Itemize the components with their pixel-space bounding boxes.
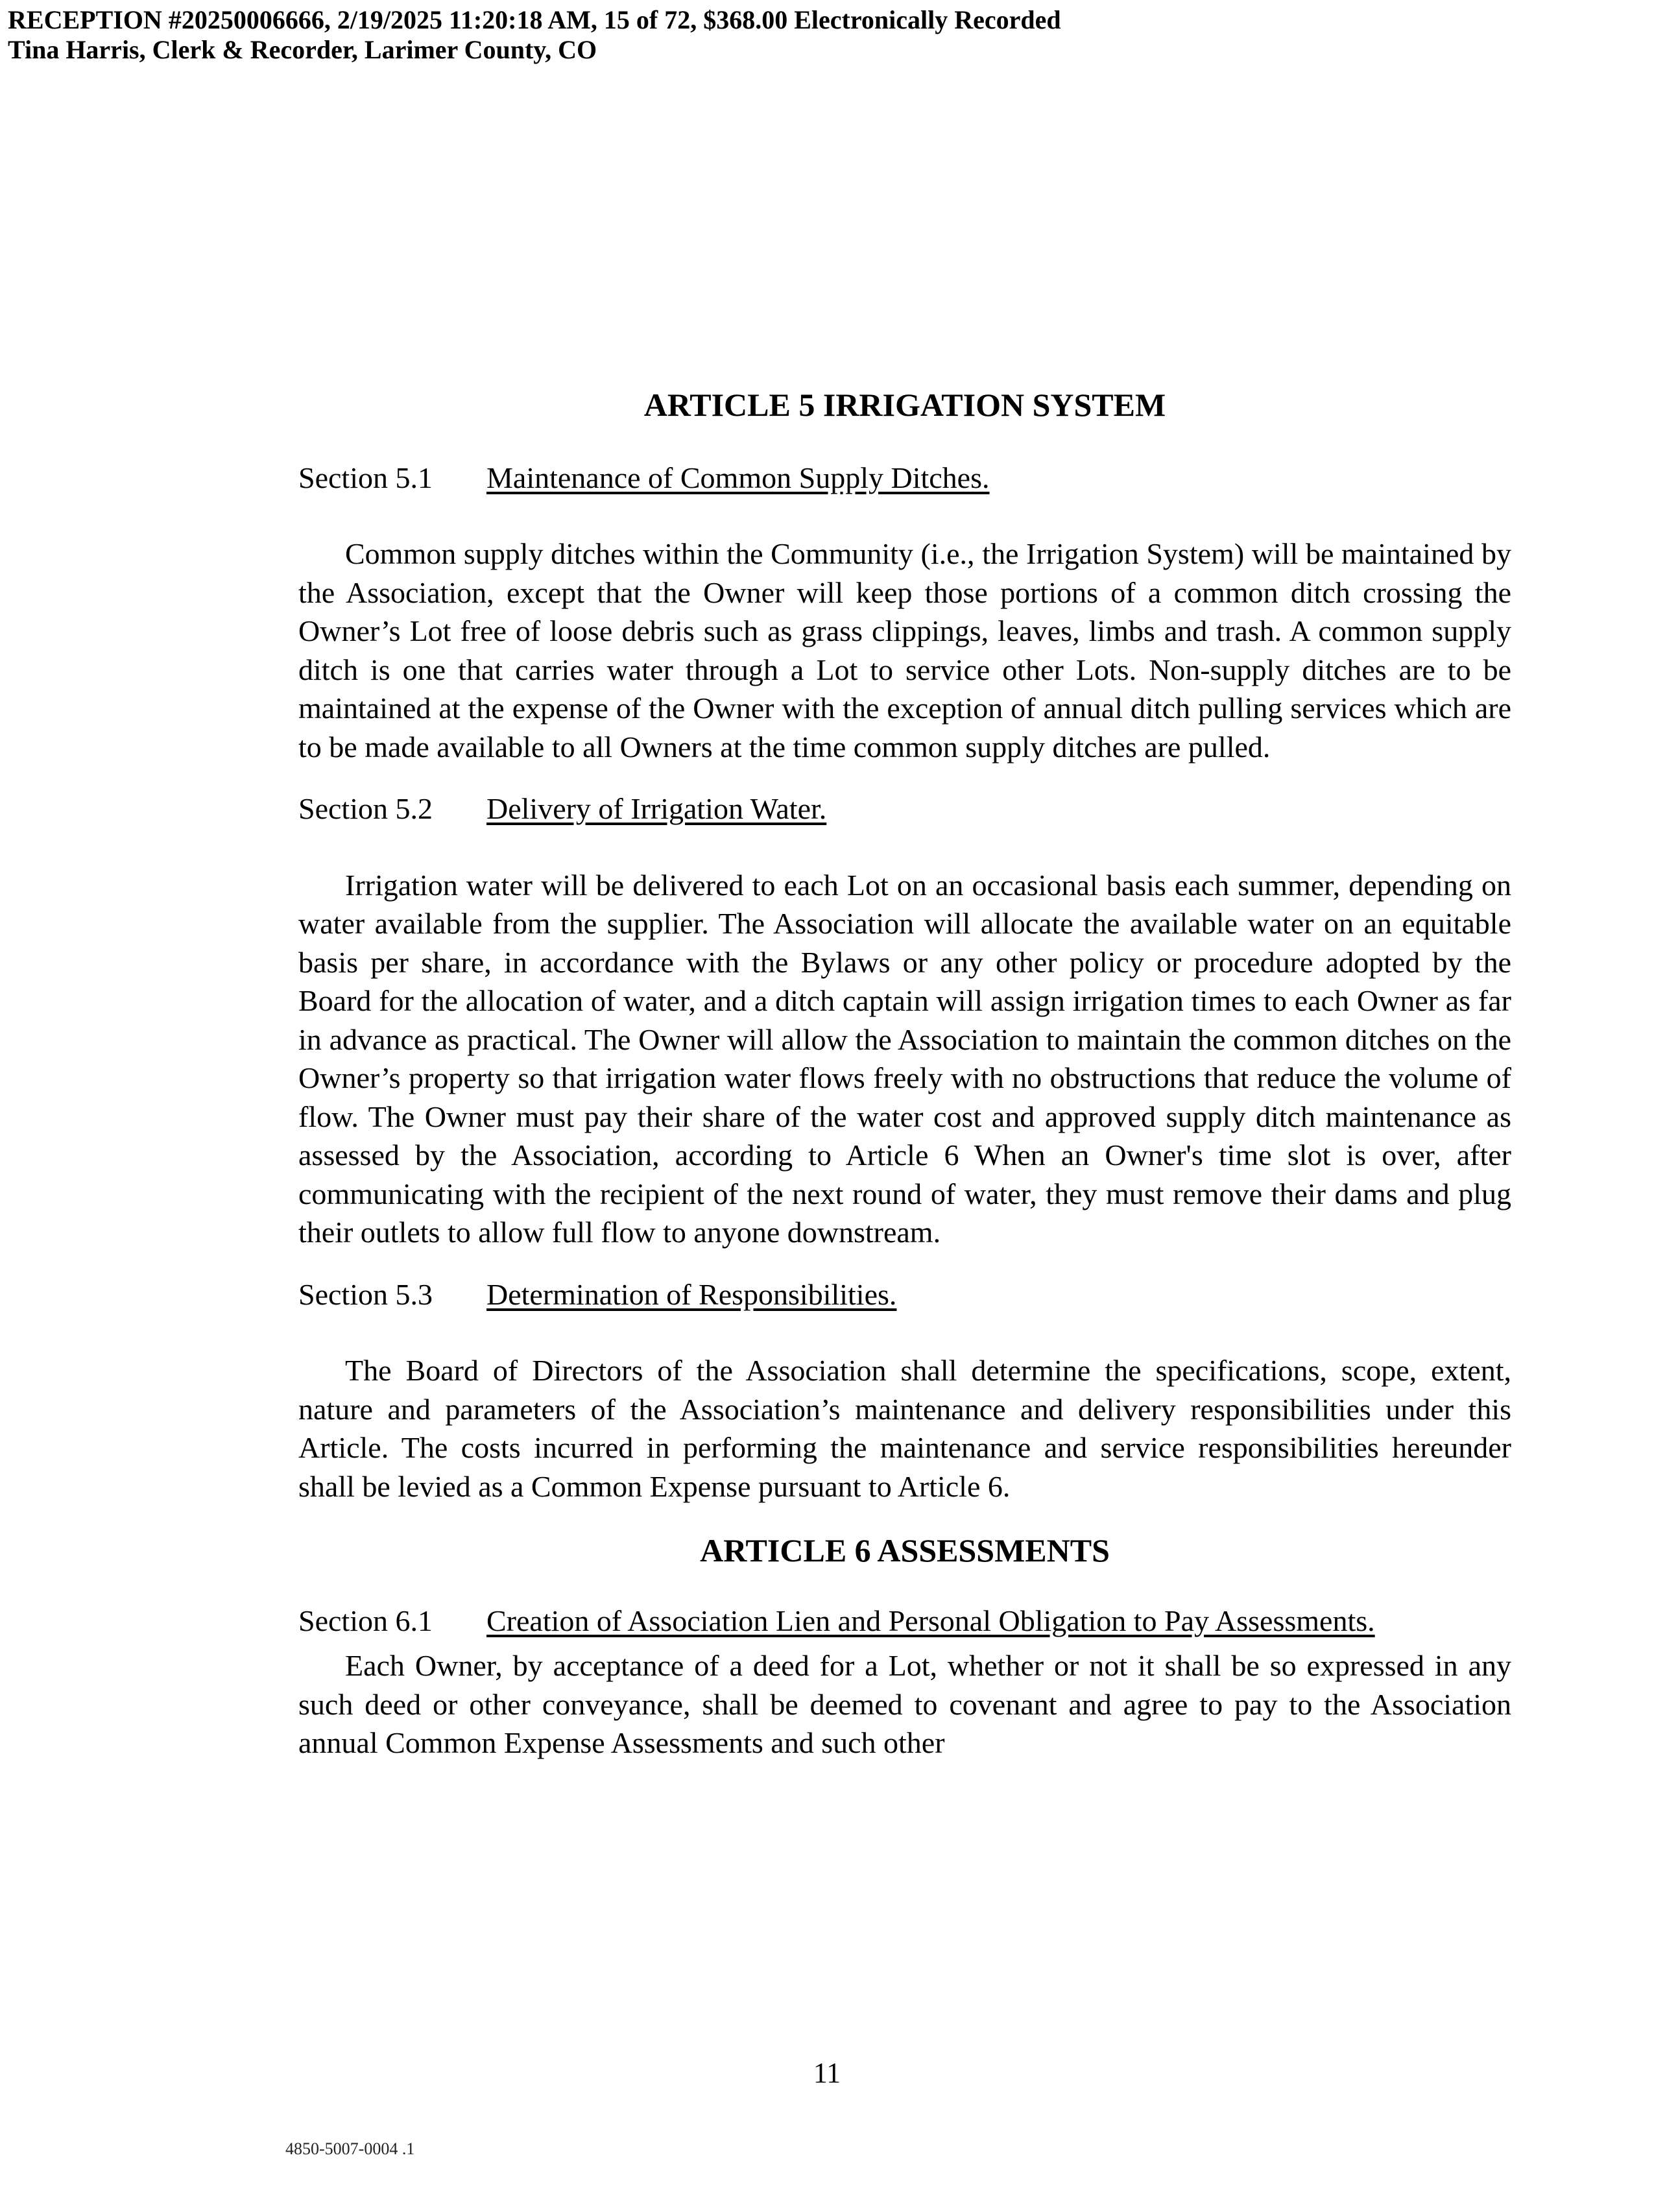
section-5-3-paragraph: The Board of Directors of the Association shall determine the specifications, scope, extent, nature and parameters of the Association’s maintenance and delivery responsibilities under this Article. The costs incurred in performing the maintenance and service responsibilities hereunder shall be levied as a Common Expense pursuant to Article 6. [298,1354,1511,1503]
recording-stamp [8,5,1061,65]
document-code: 4850-5007-0004 .1 [285,2139,415,2158]
section-number: Section 5.3 [298,1277,433,1311]
section-name: Creation of Association Lien and Personal Obligation to Pay Assessments. [486,1604,1375,1637]
section-5-1-paragraph: Common supply ditches within the Community (i.e., the Irrigation System) will be maintained by the Association, except that the Owner will keep those portions of a common ditch crossing the Owner’s Lot free of loose debris such as grass clippings, leaves, limbs and trash. A common supply ditch is one that carries water through a Lot to service other Lots. Non-supply ditches are to be maintained at the expense of the Owner with the exception of annual ditch pulling services which are to be made available to all Owners at the time common supply ditches are pulled. [298,537,1511,763]
section-5-3-title [298,1275,1511,1314]
recorder-line: Tina Harris, Clerk & Recorder, Larimer County, CO [8,35,597,64]
section-name: Delivery of Irrigation Water. [486,792,827,825]
section-number: Section 5.1 [298,461,433,494]
section-5-2-paragraph: Irrigation water will be delivered to each Lot on an occasional basis each summer, depending on water available from the supplier. The Association will allocate the available water on an equitable basis per share, in accordance with the Bylaws or any other policy or procedure adopted by the Board for the allocation of water, and a ditch captain will assign irrigation times to each Owner as far in advance as practical. The Owner will allow the Association to maintain the common ditches on the Owner’s property so that irrigation water flows freely with no obstructions that reduce the volume of flow. The Owner must pay their share of the water cost and approved supply ditch maintenance as assessed by the Association, according to Article 6 When an Owner's time slot is over, after communicating with the recipient of the next round of water, they must remove their dams and plug their outlets to allow full flow to anyone downstream. [298,868,1511,1249]
page-number: 11 [813,2057,841,2089]
section-5-1-title [298,459,1511,498]
section-name: Determination of Responsibilities. [486,1277,897,1311]
section-number: Section 5.2 [298,792,433,825]
section-number: Section 6.1 [298,1604,433,1637]
article-6-heading: ARTICLE 6 ASSESSMENTS [700,1532,1110,1569]
section-5-2-title [298,789,1511,828]
section-name: Maintenance of Common Supply Ditches. [486,461,990,494]
recording-line: RECEPTION #20250006666, 2/19/2025 11:20:18 AM, 15 of 72, $368.00 Electronically Recorded [8,5,1061,34]
section-6-1-paragraph: Each Owner, by acceptance of a deed for a Lot, whether or not it shall be so expressed in any such deed or other conveyance, shall be deemed to covenant and agree to pay to the Association annual Common Expense Assessments and such other [298,1649,1511,1759]
article-5-heading: ARTICLE 5 IRRIGATION SYSTEM [643,387,1166,423]
document-body [298,386,1511,1762]
section-6-1-title [298,1602,1511,1641]
